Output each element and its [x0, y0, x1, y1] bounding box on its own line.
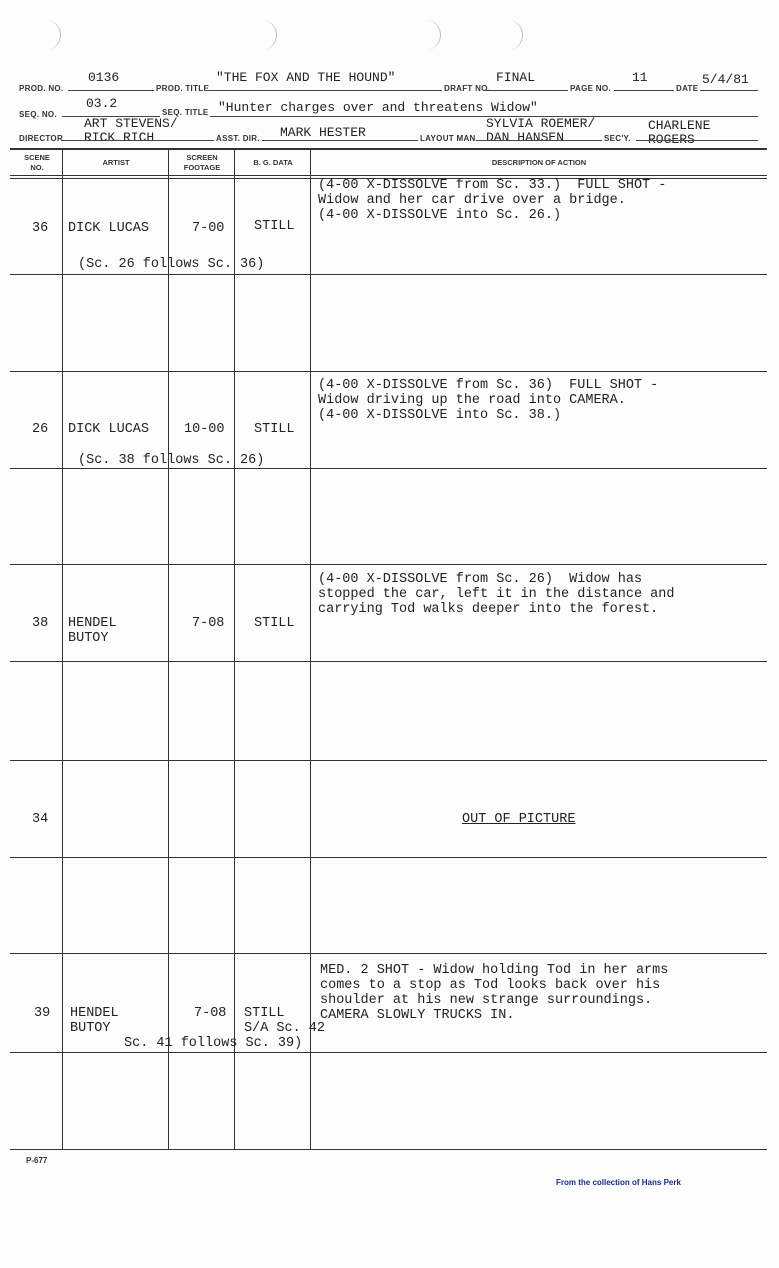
form-code: P-677 [26, 1156, 48, 1165]
action-description: MED. 2 SHOT - Widow holding Tod in her arms comes to a stop as Tod looks back over his shoulder at his new strange surroundings. CAMERA SLOWLY TRUCKS IN. [320, 963, 669, 1023]
action-description: (4-00 X-DISSOLVE from Sc. 36) FULL SHOT - Widow driving up the road into CAMERA. (4-00 X-DISSOLVE into Sc. 38.) [318, 378, 659, 423]
asst-dir-label: ASST. DIR. [216, 134, 260, 143]
scene-number: 38 [32, 616, 49, 631]
screen-footage: 10-00 [184, 422, 225, 437]
action-description: (4-00 X-DISSOLVE from Sc. 26) Widow has stopped the car, left it in the distance and carrying Tod walks deeper into the forest. [318, 572, 675, 617]
scene-number: 36 [32, 221, 49, 236]
screen-footage: 7-08 [194, 1006, 227, 1021]
scene-number: 34 [32, 812, 49, 827]
collection-credit: From the collection of Hans Perk [556, 1178, 681, 1187]
bg-data: STILL S/A Sc. 42 [244, 1006, 326, 1036]
scene-number: 26 [32, 422, 49, 437]
screen-footage: 7-00 [192, 221, 225, 236]
seq-title-label: SEQ. TITLE [162, 108, 209, 117]
binder-hole [38, 20, 61, 50]
page-no-label: PAGE NO. [570, 84, 611, 93]
binder-hole [254, 20, 277, 50]
binder-hole [418, 20, 441, 50]
col-header-bg-data: B. G. DATA [253, 158, 293, 167]
director-label: DIRECTOR [19, 134, 64, 143]
date-label: DATE [676, 84, 699, 93]
prod-no: 0136 [88, 70, 120, 85]
bg-data: STILL [254, 422, 295, 437]
secy-line2: ROGERS [648, 132, 695, 147]
seq-title: "Hunter charges over and threatens Widow" [218, 100, 538, 115]
artist: DICK LUCAS [68, 422, 150, 437]
artist: DICK LUCAS [68, 221, 150, 236]
artist: HENDEL BUTOY [70, 1006, 119, 1036]
layout-man-line2: DAN HANSEN [486, 130, 565, 145]
seq-no: 03.2 [86, 96, 118, 111]
scene-order-note: (Sc. 26 follows Sc. 36) [78, 257, 265, 272]
layout-man-label: LAYOUT MAN [420, 134, 476, 143]
col-header-screen-footage: SCREEN FOOTAGE [183, 153, 221, 172]
seq-no-label: SEQ. NO. [19, 110, 57, 119]
col-header-description: DESCRIPTION OF ACTION [491, 158, 587, 167]
secy-line1: CHARLENE [648, 118, 711, 133]
secy-label: SEC'Y. [604, 134, 631, 143]
asst-dir: MARK HESTER [280, 125, 366, 140]
col-header-artist: ARTIST [102, 158, 130, 167]
bg-data: STILL [254, 219, 295, 234]
director-line1: ART STEVENS/ [84, 116, 178, 131]
scene-number: 39 [34, 1006, 51, 1021]
scene-order-note: (Sc. 38 follows Sc. 26) [78, 453, 265, 468]
artist: HENDEL BUTOY [68, 616, 117, 646]
director-line2: RICK RICH [84, 130, 155, 145]
prod-title: "THE FOX AND THE HOUND" [216, 70, 396, 85]
scene-order-note: Sc. 41 follows Sc. 39) [124, 1036, 303, 1051]
binder-hole [500, 20, 523, 50]
date: 5/4/81 [702, 72, 749, 87]
page-no: 11 [632, 70, 648, 85]
prod-no-label: PROD. NO. [19, 84, 64, 93]
bg-data: STILL [254, 616, 295, 631]
screen-footage: 7-08 [192, 616, 225, 631]
draft-no: FINAL [496, 70, 536, 85]
layout-man-line1: SYLVIA ROEMER/ [486, 116, 596, 131]
draft-no-label: DRAFT NO. [444, 84, 491, 93]
prod-title-label: PROD. TITLE [156, 84, 210, 93]
out-of-picture-label: OUT OF PICTURE [462, 812, 576, 827]
col-header-scene-no: SCENE NO. [24, 153, 50, 172]
action-description: (4-00 X-DISSOLVE from Sc. 33.) FULL SHOT - Widow and her car drive over a bridge. (4-00 X-DISSOLVE into Sc. 26.) [318, 178, 667, 223]
